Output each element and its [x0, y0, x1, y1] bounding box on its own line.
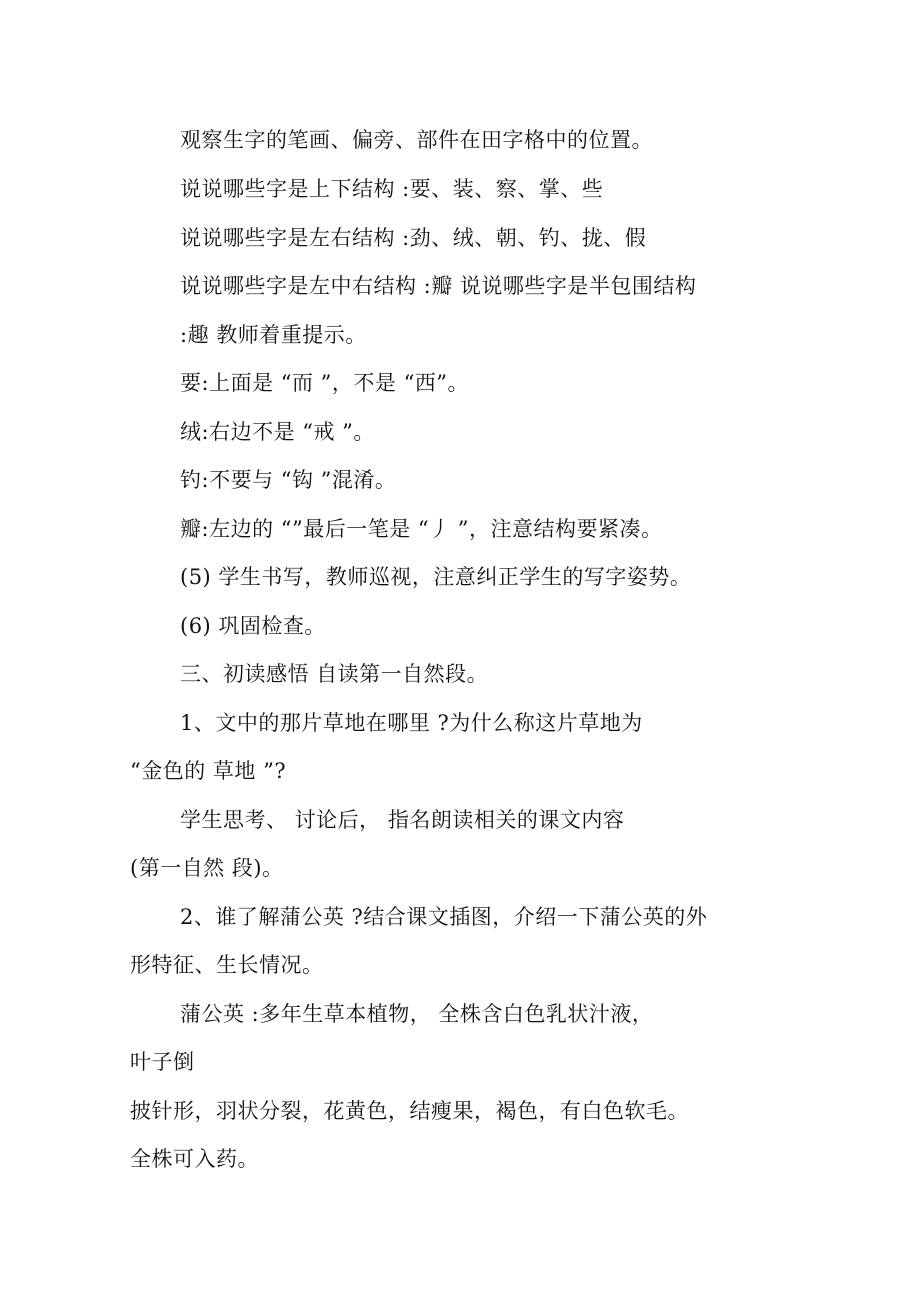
text-line: 说说哪些字是左中右结构 :瓣 说说哪些字是半包围结构 [180, 274, 697, 298]
text-line: 学生思考、 讨论后， 指名朗读相关的课文内容 [180, 808, 625, 832]
text-line: 绒:右边不是 “戒 ”。 [180, 420, 375, 444]
text-line: 叶子倒 [130, 1050, 195, 1074]
text-line: 要:上面是 “而 ”，不是 “西”。 [180, 371, 470, 395]
text-line: 全株可入药。 [130, 1147, 259, 1171]
text-line: (6) 巩固检查。 [180, 614, 326, 638]
text-line: 观察生字的笔画、偏旁、部件在田字格中的位置。 [180, 128, 653, 152]
text-line: (5) 学生书写，教师巡视，注意纠正学生的写字姿势。 [180, 565, 692, 589]
text-line: 钓:不要与 “钩 ”混淆。 [180, 468, 397, 492]
text-line: 1、文中的那片草地在哪里 ?为什么称这片草地为 [180, 711, 643, 735]
text-line: :趣 教师着重提示。 [180, 323, 367, 347]
text-line: 说说哪些字是左右结构 :劲、绒、朝、钓、拢、假 [180, 226, 647, 250]
text-line: 说说哪些字是上下结构 :要、装、察、掌、些 [180, 177, 604, 201]
text-line: 瓣:左边的 “”最后一笔是 “丿 ”，注意结构要紧凑。 [180, 517, 663, 541]
text-line: “金色的 草地 ”? [130, 759, 287, 783]
text-line: 蒲公英 :多年生草本植物， 全株含白色乳状汁液， [180, 1002, 654, 1026]
text-line: 2、谁了解蒲公英 ?结合课文插图，介绍一下蒲公英的外 [180, 905, 708, 929]
text-line: 形特征、生长情况。 [130, 953, 324, 977]
text-line: 披针形，羽状分裂，花黄色，结瘦果，褐色，有白色软毛。 [130, 1099, 689, 1123]
text-line: 三、初读感悟 自读第一自然段。 [180, 662, 489, 686]
text-line: (第一自然 段)。 [130, 856, 284, 880]
